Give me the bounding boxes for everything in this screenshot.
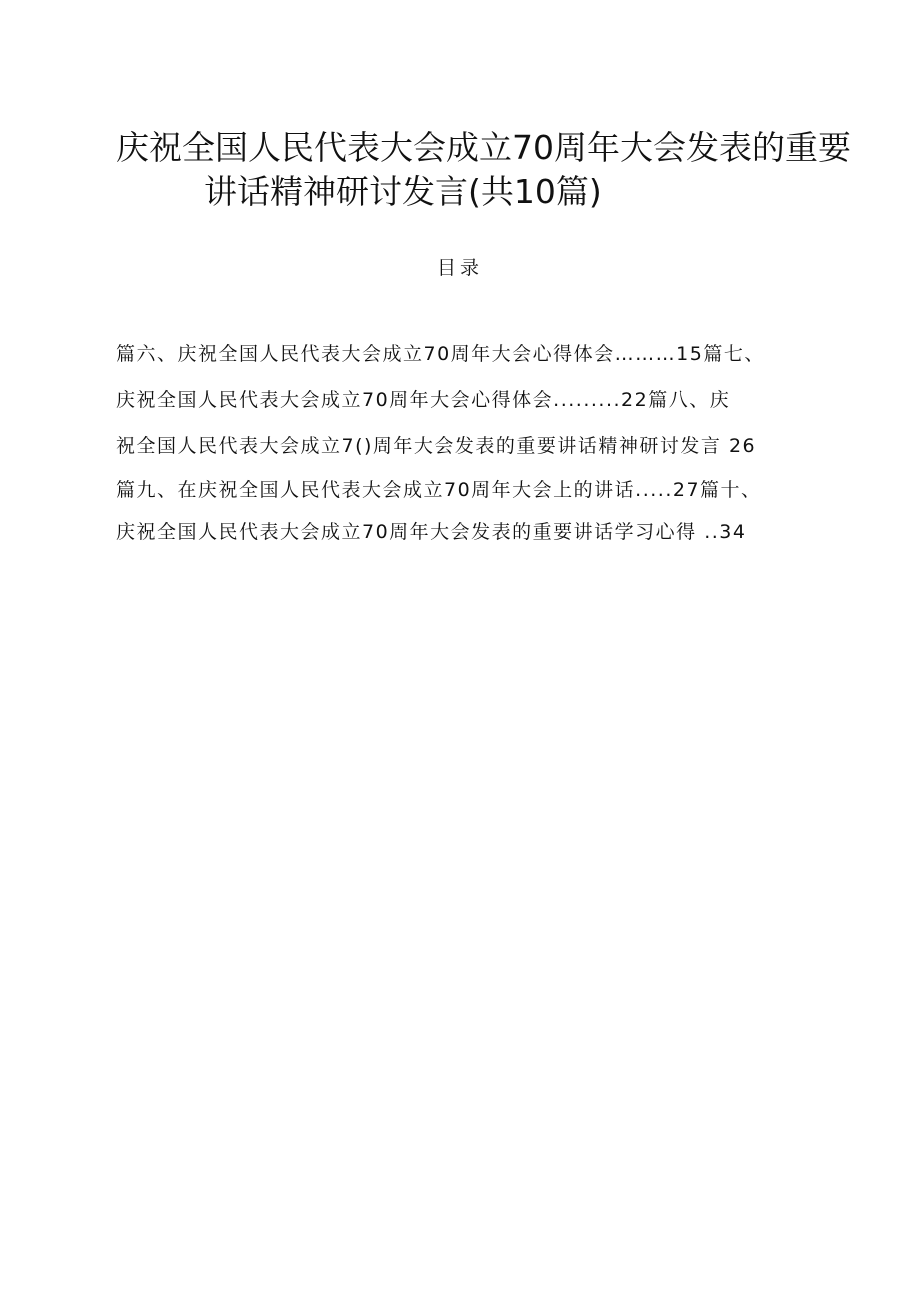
document-title-line-1: 庆祝全国人民代表大会成立70周年大会发表的重要 xyxy=(116,128,851,167)
toc-line: 篇六、庆祝全国人民代表大会成立70周年大会心得体会………15篇七、 xyxy=(116,343,765,365)
toc-line: 篇九、在庆祝全国人民代表大会成立70周年大会上的讲话.....27篇十、 xyxy=(116,479,762,501)
document-title-line-2: 讲话精神研讨发言(共10篇) xyxy=(204,172,602,211)
toc-line: 祝全国人民代表大会成立7()周年大会发表的重要讲话精神研讨发言 26 xyxy=(116,435,757,457)
toc-heading: 目录 xyxy=(436,257,483,279)
toc-line: 庆祝全国人民代表大会成立70周年大会心得体会.........22篇八、庆 xyxy=(116,389,731,411)
toc-line: 庆祝全国人民代表大会成立70周年大会发表的重要讲话学习心得 ..34 xyxy=(116,521,747,543)
